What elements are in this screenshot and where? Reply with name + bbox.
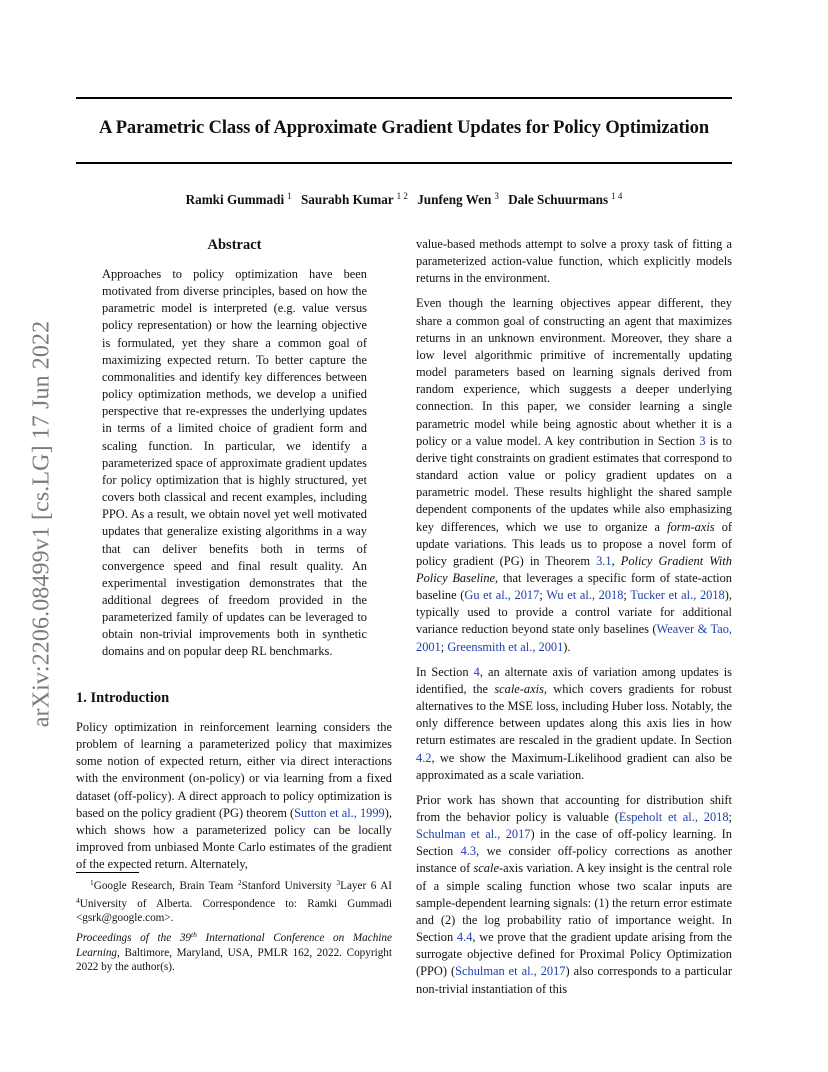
top-rule <box>76 97 732 99</box>
paragraph: value-based methods attempt to solve a proxy task of fitting a parameterized action-value function, which explicitly models returns in the environment. <box>416 237 732 286</box>
introduction-paragraph: Policy optimization in reinforcement learning considers the problem of learning a parameterized policy that maximizes some notion of expected return, either via direct interactions with the environment (on-policy) or via learning from a fixed dataset (off-policy). A direct approach to policy optimization is based on the policy gradient (PG) theorem (Sutton et al., 1999), which shows how a parameterized policy can be locally improved from unbiased Monte Carlo estimates of the gradient of the expected return. Alternately, <box>76 720 392 872</box>
author: Saurabh Kumar $^{1 2}$ <box>300 191 408 207</box>
section-ref-link[interactable]: 3 <box>699 433 706 448</box>
citation-link[interactable]: Sutton et al., 1999 <box>294 805 385 820</box>
footnote-rule <box>76 872 139 873</box>
citation-link[interactable]: Espeholt et al., 2018 <box>618 810 729 824</box>
author: Junfeng Wen $^3$ <box>417 191 499 207</box>
paper-title: A Parametric Class of Approximate Gradient Updates for Policy Optimization <box>98 118 710 138</box>
paragraph: Prior work has shown that accounting for distribution shift from the behavior policy is valuable (Espeholt et al., 2018; Schulman et al., 2017) in the case of off-policy learning. In Section 4.3, we consider off-policy corrections as another instance of scale-axis variation. A key insight is the central role of a simple scaling function whose two scalar inputs are sample-dependent learning signals: (1) the return error estimate and (2) the log probability ratio of importance weight. In Section 4.4, we prove that the gradient update arising from the surrogate objective defined for Proximal Policy Optimization (PPO) (Schulman et al., 2017) also corresponds to a particular non-trivial instantiation of this <box>416 792 732 996</box>
section-ref-link[interactable]: 4.4 <box>456 930 473 945</box>
citation-link[interactable]: Gu et al., 2017 <box>464 588 540 603</box>
author-list <box>76 191 732 208</box>
citation-link[interactable]: Greensmith et al., 2001 <box>447 639 564 654</box>
citation-link[interactable]: Weaver & Tao, 2001 <box>416 622 732 654</box>
abstract-body: Approaches to policy optimization have been motivated from diverse principles, based on how the parametric model is interpreted (e.g. value versus policy representation) or how the learning objective is formulated, yet they share a common goal of maximizing expected return. To better capture the commonalities and identify key differences between policy optimization methods, we develop a unified perspective that re-expresses the underlying updates in terms of a limited choice of gradient form and scaling function. In particular, we identify a parameterized space of approximate gradient updates for policy optimization that is highly structured, yet covers both classical and recent examples, including PPO. As a result, we obtain novel yet well motivated updates that generalize existing algorithms in a way that can deliver benefits both in terms of convergence speed and final result quality. An experimental investigation demonstrates that the additional degrees of freedom provided in the parameterized family of updates can be leveraged to obtain non-trivial improvements both in synthetic domains and on popular deep RL benchmarks. <box>102 267 367 659</box>
title-bottom-rule <box>76 162 732 164</box>
affiliation-footnote: $^1$Google Research, Brain Team $^2$Stanford University $^3$Layer 6 AI $^4$University of Alberta. Correspondence to: Ramki Gummadi <gsrk@google.com>. <box>76 878 392 924</box>
citation-link[interactable]: Wu et al., 2018 <box>546 588 624 603</box>
theorem-ref-link[interactable]: 3.1 <box>596 553 612 568</box>
section-ref-link[interactable]: 4.3 <box>460 844 477 859</box>
citation-link[interactable]: Schulman et al., 2017 <box>416 827 531 842</box>
section-ref-link[interactable]: 4.2 <box>416 750 432 765</box>
citation-link[interactable]: Schulman et al., 2017 <box>455 964 566 979</box>
right-column <box>416 236 732 1006</box>
proceedings-note: Proceedings of the 39th International Conference on Machine Learning, Baltimore, Maryland, USA, PMLR 162, 2022. Copyright 2022 by the author(s). <box>76 930 392 973</box>
section-ref-link[interactable]: 4 <box>473 664 480 679</box>
author: Dale Schuurmans $^{1 4}$ <box>508 191 623 207</box>
paragraph: Even though the learning objectives appear different, they share a common goal of constructing an agent that maximizes returns in an unknown environment. Moreover, they share a low level algorithmic primitive of incrementally updating model parameters based on learning signals derived from random experience, which suggests a deeper underlying connection. In this paper, we consider learning a single parametric model while being agnostic about whether it is a policy or a value model. A key contribution in Section 3 is to derive tight constraints on gradient estimates that correspond to standard action value or policy gradient updates on a parametric model. These results highlight the shared sample dependent components of the updates while also emphasizing key differences, which we use to organize a form-axis of update variations. This leads us to propose a novel form of policy gradient (PG) in Theorem 3.1, Policy Gradient With Policy Baseline, that leverages a specific form of state-action baseline (Gu et al., 2017; Wu et al., 2018; Tucker et al., 2018), typically used to provide a control variate for additional variance reduction beyond state only baselines (Weaver & Tao, 2001; Greensmith et al., 2001). <box>416 296 733 654</box>
author: Ramki Gummadi $^1$ <box>185 191 292 207</box>
paragraph: In Section 4, an alternate axis of variation among updates is identified, the scale-axis, which covers gradients for robust alternatives to the MSE loss, including Huber loss. Notably, the only difference between updates along this axis lies in how return estimates are rescaled in the gradient update. In Section 4.2, we show the Maximum-Likelihood gradient can also be approximated as a scale variation. <box>416 664 732 782</box>
abstract-heading: Abstract <box>207 237 262 253</box>
citation-link[interactable]: Tucker et al., 2018 <box>630 588 725 603</box>
introduction-heading: 1. Introduction <box>76 690 170 706</box>
arxiv-identifier: arXiv:2206.08499v1 [cs.LG] 17 Jun 2022 <box>28 320 55 728</box>
